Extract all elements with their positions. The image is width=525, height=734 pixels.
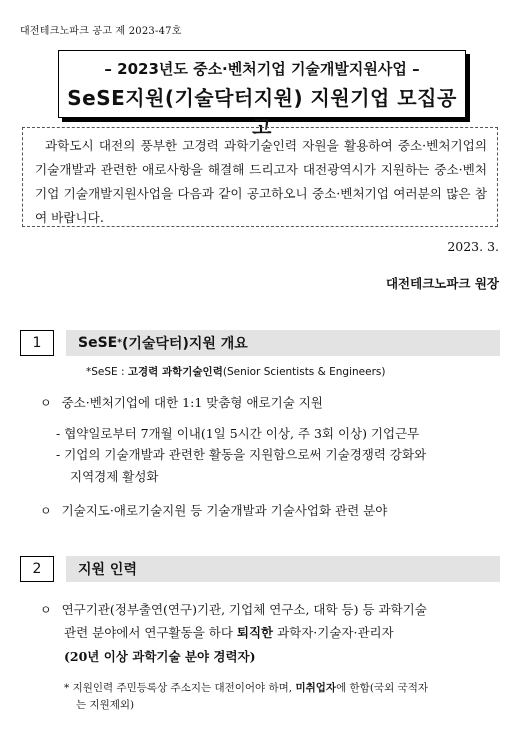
section-2-header: [66, 556, 500, 582]
section-1-title-sup: *: [117, 338, 122, 348]
intro-text: 과학도시 대전의 풍부한 고경력 과학기술인력 자원을 활용하여 중소·벤처기업의 기술개발과 관련한 애로사항을 해결해 드리고자 대전광역시가 지원하는 중소·벤처기업 기술개발지원사업을 다음과 같이 공고하오니 중소·벤처기업 여러분의 많은 참여 바랍니다.: [35, 138, 487, 225]
section-1-sub-2: - 기업의 기술개발과 관련한 활동을 지원함으로써 기술경쟁력 강화와: [56, 447, 427, 462]
note-text: * 지원인력 주민등록상 주소지는 대전이어야 하며,: [64, 682, 296, 694]
section-1-title-post: (기술닥터)지원 개요: [121, 336, 248, 352]
section-2-item-1-line-2: [64, 624, 394, 642]
section-2-number: 2: [20, 556, 54, 582]
section-2-note: [64, 680, 428, 697]
section-1-sub-2-cont: 지역경제 활성화: [70, 469, 159, 484]
section-1-item-2: [40, 502, 387, 520]
note-prefix: *SeSE :: [86, 366, 128, 378]
note-suffix: (Senior Scientists & Engineers): [222, 366, 386, 378]
intro-box: [22, 127, 498, 227]
line-text: 관련 분야에서 연구활동을 하다: [64, 625, 237, 640]
section-1-note: [86, 364, 385, 379]
section-1-header: [66, 330, 500, 356]
section-1-number: 1: [20, 330, 54, 356]
section-2-note-line-2: 는 지원제외): [76, 699, 135, 711]
bullet-circle: ㅇ: [40, 504, 52, 518]
section-1-sub-1: - 협약일로부터 7개월 이내(1일 5시간 이상, 주 3회 이상) 기업근무: [56, 426, 420, 441]
note-text-mid: 에 한함(국외 국적자: [336, 682, 428, 694]
note-bold: 고경력 과학기술인력: [127, 366, 223, 378]
line-text-end: 과학자·기술자·관리자: [273, 625, 394, 640]
title-box: [58, 50, 466, 139]
note-bold: 미취업자: [295, 682, 337, 694]
section-2-item-1-line-3: (20년 이상 과학기술 분야 경력자): [64, 649, 256, 664]
item-text: 중소·벤처기업에 대한 1:1 맞춤형 애로기술 지원: [61, 395, 323, 410]
notice-number: 대전테크노파크 공고 제 2023-47호: [20, 26, 182, 37]
section-2-title: 지원 인력: [78, 562, 137, 578]
item-text: 기술지도·애로기술지원 등 기술개발과 기술사업화 관련 분야: [61, 503, 388, 518]
bullet-circle: ㅇ: [40, 396, 52, 410]
item-text: 연구기관(정부출연(연구)기관, 기업체 연구소, 대학 등) 등 과학기술: [61, 602, 427, 617]
section-1-item-1: [40, 394, 323, 412]
signer: 대전테크노파크 원장: [385, 276, 499, 291]
bullet-circle: ㅇ: [40, 603, 52, 617]
title-line-2: SeSE지원(기술닥터지원) 지원기업 모집공고: [67, 86, 457, 139]
title-line-1: – 2023년도 중소·벤처기업 기술개발지원사업 –: [104, 60, 420, 78]
line-bold: 퇴직한: [236, 625, 274, 640]
announcement-date: 2023. 3.: [447, 239, 499, 254]
section-1-title-pre: SeSE: [78, 335, 118, 351]
section-2-item-1: [40, 601, 427, 619]
